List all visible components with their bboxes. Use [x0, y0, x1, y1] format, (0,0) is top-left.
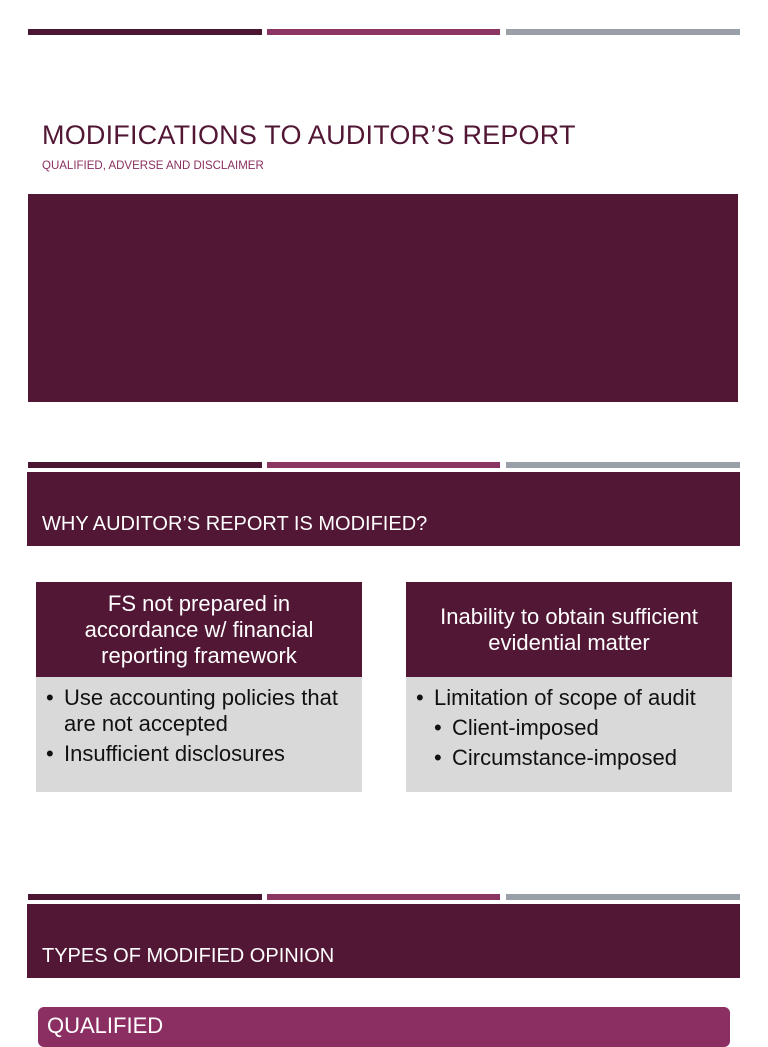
list-item: • Insufficient disclosures — [46, 741, 352, 767]
card-header: Inability to obtain sufficient evidential matter — [406, 582, 732, 677]
section-heading: TYPES OF MODIFIED OPINION — [42, 945, 335, 967]
title-banner — [28, 194, 738, 402]
accent-bars — [28, 462, 740, 468]
card-body — [36, 677, 362, 792]
accent-bars — [28, 29, 740, 35]
opinion-type-label: QUALIFIED — [47, 1013, 164, 1038]
sub-list-item: • Client-imposed — [416, 715, 722, 741]
section-header — [27, 904, 740, 978]
section-header — [27, 472, 740, 546]
card-header: FS not prepared in accordance w/ financial reporting framework — [36, 582, 362, 677]
section-heading: WHY AUDITOR’S REPORT IS MODIFIED? — [42, 513, 428, 535]
slide-subtitle: QUALIFIED, ADVERSE AND DISCLAIMER — [42, 160, 264, 172]
reason-card-framework — [36, 582, 362, 792]
list-item: • Limitation of scope of audit — [416, 685, 722, 711]
sub-list-item: • Circumstance-imposed — [416, 745, 722, 771]
slide-title: MODIFICATIONS TO AUDITOR’S REPORT — [42, 120, 576, 150]
reason-card-evidence — [406, 582, 732, 792]
opinion-type-box — [38, 1007, 730, 1047]
accent-bars — [28, 894, 740, 900]
list-item: • Use accounting policies that are not accepted — [46, 685, 352, 737]
card-body — [406, 677, 732, 792]
